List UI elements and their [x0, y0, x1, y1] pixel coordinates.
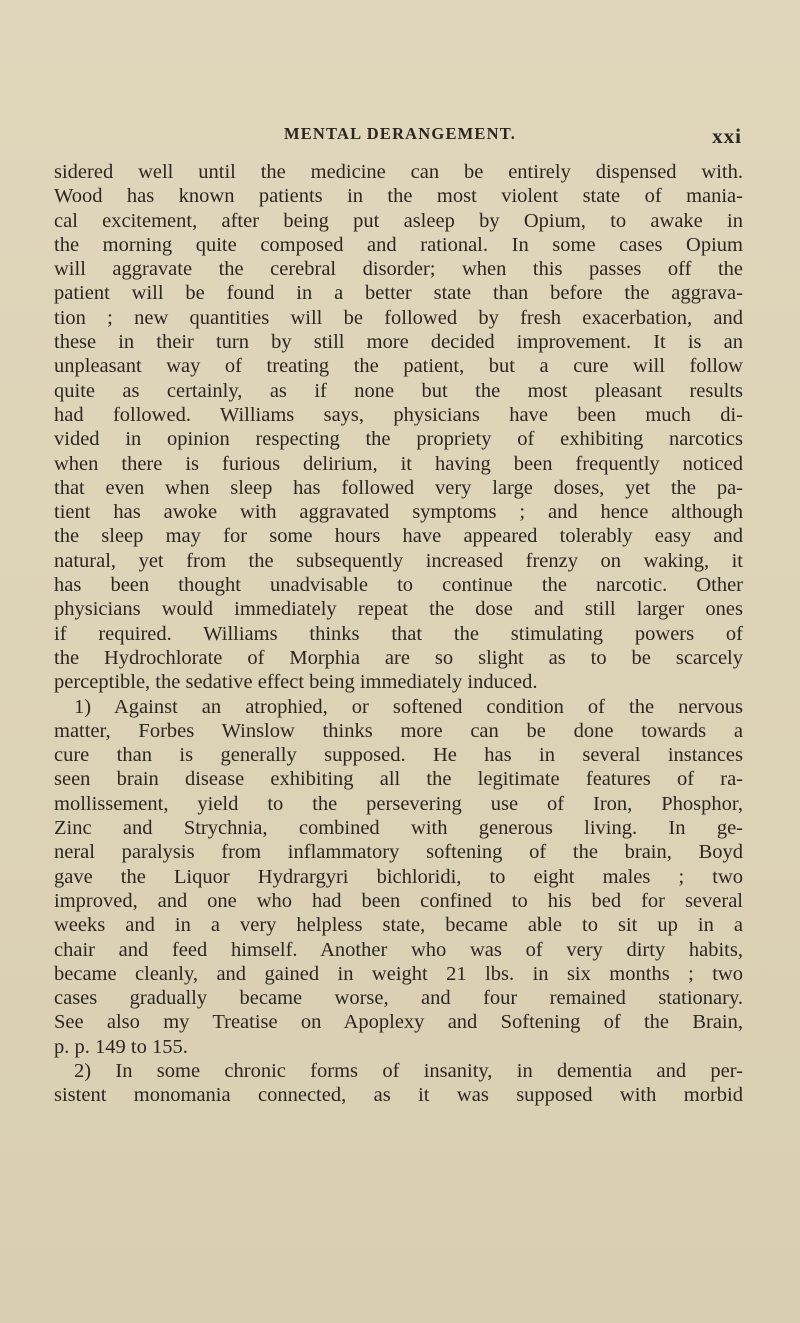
- text-line: natural, yet from the subsequently increased frenzy on waking, it: [54, 549, 743, 572]
- text-line: cure than is generally supposed. He has in several instances: [54, 744, 743, 767]
- text-line: gave the Liquor Hydrargyri bichloridi, to eight males ; two: [54, 865, 743, 888]
- text-line: Zinc and Strychnia, combined with generous living. In ge-: [54, 817, 743, 840]
- text-line: sistent monomania connected, as it was supposed with morbid: [54, 1084, 743, 1107]
- body-text: [54, 160, 743, 1108]
- text-line: weeks and in a very helpless state, became able to sit up in a: [54, 914, 743, 937]
- page-header: [0, 124, 800, 148]
- text-line: improved, and one who had been confined to his bed for several: [54, 889, 743, 912]
- text-line: 2) In some chronic forms of insanity, in dementia and per-: [74, 1059, 743, 1082]
- text-line: became cleanly, and gained in weight 21 lbs. in six months ; two: [54, 962, 743, 985]
- text-line: Wood has known patients in the most violent state of mania-: [54, 185, 743, 208]
- text-line: seen brain disease exhibiting all the legitimate features of ra-: [54, 768, 743, 791]
- text-line: cal excitement, after being put asleep by Opium, to awake in: [54, 209, 743, 232]
- text-line: matter, Forbes Winslow thinks more can be done towards a: [54, 719, 743, 742]
- text-line: these in their turn by still more decided improvement. It is an: [54, 331, 743, 354]
- text-line: chair and feed himself. Another who was of very dirty habits,: [54, 938, 743, 961]
- text-line: mollissement, yield to the persevering use of Iron, Phosphor,: [54, 792, 743, 815]
- text-line: tion ; new quantities will be followed by fresh exacerbation, and: [54, 306, 743, 329]
- text-line: cases gradually became worse, and four remained stationary.: [54, 987, 743, 1010]
- text-line: physicians would immediately repeat the dose and still larger ones: [54, 598, 743, 621]
- text-line: vided in opinion respecting the propriety of exhibiting narcotics: [54, 428, 743, 451]
- text-line: perceptible, the sedative effect being immediately induced.: [54, 671, 538, 694]
- text-line: that even when sleep has followed very large doses, yet the pa-: [54, 476, 743, 499]
- text-line: quite as certainly, as if none but the most pleasant results: [54, 379, 743, 402]
- text-line: unpleasant way of treating the patient, but a cure will follow: [54, 355, 743, 378]
- text-line: tient has awoke with aggravated symptoms ; and hence although: [54, 501, 743, 524]
- text-line: will aggravate the cerebral disorder; when this passes off the: [54, 258, 743, 281]
- text-line: p. p. 149 to 155.: [54, 1035, 188, 1058]
- text-line: See also my Treatise on Apoplexy and Softening of the Brain,: [54, 1011, 743, 1034]
- text-line: had followed. Williams says, physicians have been much di-: [54, 403, 743, 426]
- text-line: when there is furious delirium, it having been frequently noticed: [54, 452, 743, 475]
- text-line: neral paralysis from inflammatory softening of the brain, Boyd: [54, 841, 743, 864]
- text-line: has been thought unadvisable to continue the narcotic. Other: [54, 574, 743, 597]
- text-line: patient will be found in a better state than before the aggrava-: [54, 282, 743, 305]
- text-line: 1) Against an atrophied, or softened condition of the nervous: [74, 695, 743, 718]
- text-line: the morning quite composed and rational. In some cases Opium: [54, 233, 743, 256]
- text-line: sidered well until the medicine can be entirely dispensed with.: [54, 161, 743, 183]
- text-line: the Hydrochlorate of Morphia are so slight as to be scarcely: [54, 646, 743, 669]
- page-number: xxi: [712, 124, 742, 148]
- text-line: the sleep may for some hours have appeared tolerably easy and: [54, 525, 743, 548]
- running-head: MENTAL DERANGEMENT.: [283, 124, 517, 143]
- text-line: if required. Williams thinks that the stimulating powers of: [54, 622, 743, 645]
